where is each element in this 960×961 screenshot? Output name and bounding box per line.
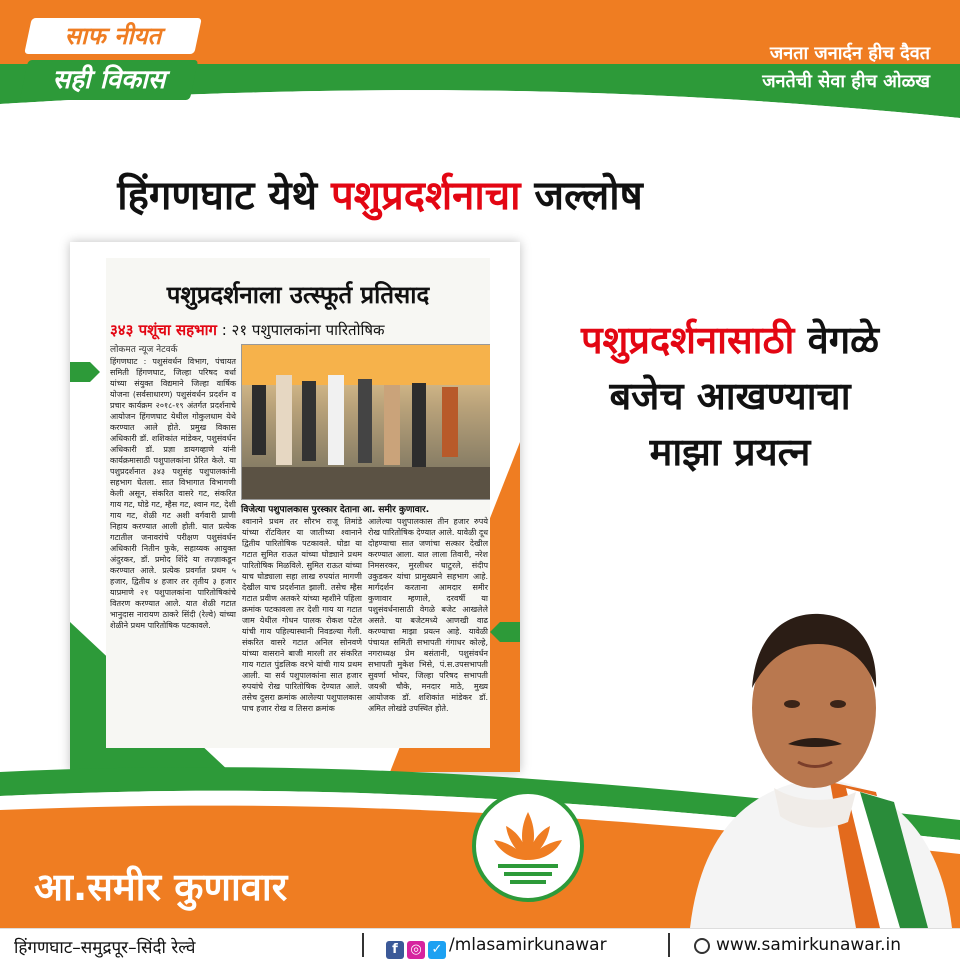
clipping-column-3: आलेल्या पशुपालकास तीन हजार रुपये रोख पारितोषिक देण्यात आले. यावेळी दूध दोहण्याचा सात जणांचा सत्कार देखील करण्यात आला. यात लाला तिवारी, नरेश निमसरकर, मुरलीधर घाटुरले, संदीप उकुडकर यांचा प्रामुख्याने सहभाग आहे. मार्गदर्शन करताना आमदार समीर कुणावार म्हणाले, दरवर्षी या पशुसंवर्धनासाठी वेगळे बजेट आखलेले असते. या बजेटमध्ये आणखी वाढ करण्याचा माझा प्रयत्न आहे. यावेळी पंचायत समिती सभापती गंगाधर कोल्हे, नगराध्यक्ष प्रेम बसंतानी, पशुसंवर्धन सभापती मुकेश भिसे, पं.स.उपसभापती सुवर्णा भोयर, जिल्हा परिषद सभापती जयश्री चौके, मनदार माठे, मुख्य आयोजक डॉ. शशिकांत मांडेकर डॉ. अमित लोखंडे उपस्थित होते. <box>368 517 488 713</box>
clipping-title: पशुप्रदर्शनाला उत्स्फूर्त प्रतिसाद <box>166 281 430 309</box>
clipping-column-2: श्वानाने प्रथम तर सौरभ राजू तिमांडे यांच्या रॉटविलर या जातीच्या श्वानाने द्वितीय पारितोषिक पटकावले. घोडा या गटात सुमित राऊत यांच्या घोड्याने प्रथम पारितोषिक मिळविले. सुमित राऊत यांच्या याच घोड्याला सहा लाख रुपयांत मागणी देखील याच प्रदर्शनात झाली. तसेच म्हैस गटात प्रवीण अतकरे यांच्या म्हशीने पहिला क्रमांक पटकावला तर देशी गाय या गटात जाम येथील गोधन पालक रोकश पटेल यांची गाय पहिल्यास्थानी निवडल्या गेली. संकरित वासरे गटात अनिल सोनवणे यांच्या वासराने बाजी मारली तर संकरित गाय गटात पुंडलिक वरभे यांची गाय प्रथम आली. या सर्व पशुपालकांना सात हजार रुपयांचे रोख पारितोषिक देण्यात आले. तसेच दुसरा क्रमांक आलेल्या पशुपालकास पाच हजार रोख व तिसरा क्रमांक <box>242 517 362 713</box>
side-statement-line-1: पशुप्रदर्शनासाठी वेगळे <box>580 318 880 362</box>
facebook-icon[interactable]: f <box>386 941 404 959</box>
social-links[interactable] <box>386 935 607 959</box>
motto <box>630 40 930 96</box>
clipping-column-1: हिंगणघाट : पशुसंवर्धन विभाग, पंचायत समिती हिंगणघाट, जिल्हा परिषद वर्धा यांच्या संयुक्त विद्यमाने जिल्हा वार्षिक योजना (सर्वसाधारण) पशुसंवर्धन प्रदर्शन व प्रचार कार्यक्रम २०१८-१९ अंतर्गत प्रदर्शनाचे आयोजन हिंगणघाट येथील गोकुलधाम येथे करण्यात आले होते. प्रमुख विकास अधिकारी डॉ. शशिकांत मांडेकर, पशुसंवर्धन अधिकारी डॉ. प्रज्ञा डायगव्हाणे यांनी कार्यक्रमासाठी पशुपालकांना प्रेरित केले. या पशुप्रदर्शनात ३४३ पशुसंह पशुपालकांनी सहभाग घेतला. सात विभागात विभागणी केली असून, संकरित वासरे गट, संकरित गाय गट, घोडे गट, म्हैस गट, श्वान गट, देशी गाय गट, शेळी गट अशी वर्गवारी प्राणी निहाय करण्यात आली होती. यात प्रत्येक गटातील जनावरांचे परीक्षण पशुसंवर्धन अधिकारी नितीन फुके, सहाय्यक आयुक्त अंदुरकर, डॉ. प्रमोद शिंदे या तज्ज्ञाकडून करण्यात आले. प्रत्येक प्रवर्गात प्रथम ५ हजार, द्वितीय ४ हजार तर तृतीय ३ हजार याप्रमाणे २१ पशुपालकांना पारितोषिकांचे वितरण करण्यात आले. यात शेळी गटात भानुदास नारायण ठाकरे सिंदी (रेल्वे) यांच्या शेळीने प्रथम पारितोषिक पटकावले. <box>110 357 236 630</box>
instagram-icon[interactable]: ◎ <box>407 941 425 959</box>
side-statement-line-2: बजेच आखण्याचा <box>609 374 851 418</box>
clipping-content <box>106 258 490 748</box>
side-statement <box>520 312 940 480</box>
website-url[interactable]: www.samirkunawar.in <box>716 935 902 955</box>
footer-divider-2 <box>668 933 670 957</box>
twitter-icon[interactable]: ✓ <box>428 941 446 959</box>
footer-bar <box>0 928 960 961</box>
globe-icon <box>694 938 710 954</box>
portrait-photo <box>680 592 960 928</box>
lotus-icon <box>476 794 580 898</box>
party-logo <box>472 790 584 902</box>
side-statement-line-3: माझा प्रयत्न <box>649 430 811 474</box>
footer-constituency: हिंगणघाट–समुद्रपूर–सिंदी रेल्वे <box>14 938 196 958</box>
clipping-subtitle: ३४३ पशूंचा सहभाग : २१ पशुपालकांना पारितोषिक <box>110 321 385 339</box>
tagline-bottom: सही विकास <box>20 60 199 100</box>
tagline-top: साफ नीयत <box>24 18 202 54</box>
newspaper-clipping <box>70 242 520 772</box>
social-handle[interactable]: /mlasamirkunawar <box>449 935 607 955</box>
website-link[interactable] <box>694 935 901 955</box>
leader-name: आ.समीर कुणावार <box>34 865 288 909</box>
footer-divider-1 <box>362 933 364 957</box>
motto-line-2: जनतेची सेवा हीच ओळख <box>762 71 930 92</box>
clipping-caption: विजेत्या पशुपालकास पुरस्कार देताना आ. समीर कुणावार. <box>241 505 430 515</box>
page-headline: हिंगणघाट येथे पशुप्रदर्शनाचा जल्लोष <box>117 173 643 219</box>
motto-line-1: जनता जनार्दन हीच दैवत <box>769 43 930 64</box>
clip-arrow-right <box>490 622 520 642</box>
clipping-network: लोकमत न्यूज नेटवर्क <box>110 345 178 355</box>
clip-arrow-left <box>70 362 110 382</box>
clipping-photo <box>241 344 490 500</box>
